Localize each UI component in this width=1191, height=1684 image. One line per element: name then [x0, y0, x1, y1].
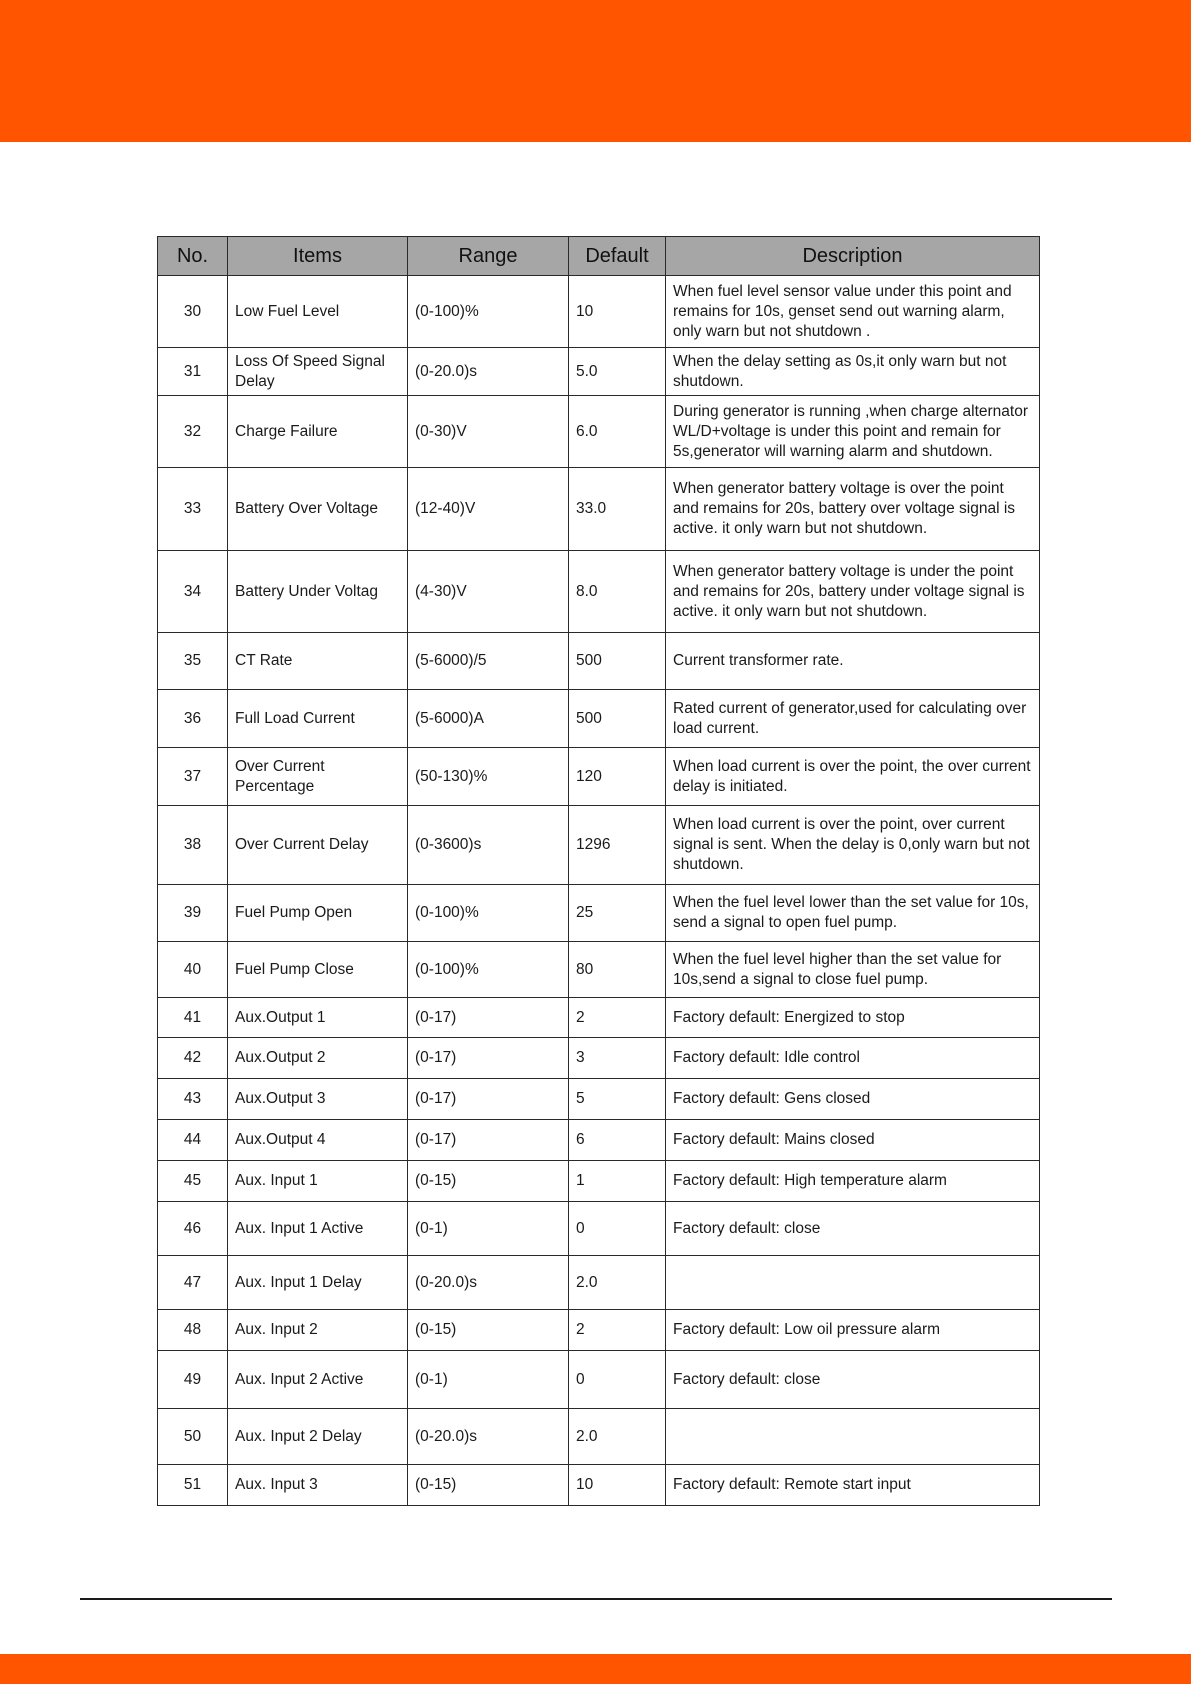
- cell-no: 35: [158, 633, 228, 690]
- cell-range: (0-3600)s: [408, 806, 569, 885]
- cell-range: (0-17): [408, 1079, 569, 1120]
- cell-range: (0-20.0)s: [408, 1409, 569, 1465]
- cell-no: 36: [158, 690, 228, 748]
- column-header-default: Default: [569, 237, 666, 276]
- cell-no: 41: [158, 998, 228, 1038]
- cell-item: Aux. Input 2: [228, 1310, 408, 1351]
- table-row: [158, 1202, 1040, 1256]
- table-row: [158, 748, 1040, 806]
- cell-no: 46: [158, 1202, 228, 1256]
- column-header-range: Range: [408, 237, 569, 276]
- cell-no: 33: [158, 468, 228, 551]
- table-row: [158, 1161, 1040, 1202]
- cell-description: [666, 1409, 1040, 1465]
- cell-no: 51: [158, 1465, 228, 1506]
- cell-item: Aux.Output 1: [228, 998, 408, 1038]
- cell-default: 25: [569, 885, 666, 942]
- table-row: [158, 1079, 1040, 1120]
- column-header-no: No.: [158, 237, 228, 276]
- cell-item: Aux.Output 2: [228, 1038, 408, 1079]
- table-row: [158, 690, 1040, 748]
- table-row: [158, 998, 1040, 1038]
- parameter-table: [157, 236, 1040, 1506]
- cell-default: 0: [569, 1202, 666, 1256]
- cell-default: 500: [569, 633, 666, 690]
- cell-default: 1296: [569, 806, 666, 885]
- cell-description: Factory default: close: [666, 1351, 1040, 1409]
- column-header-description: Description: [666, 237, 1040, 276]
- cell-item: Aux. Input 3: [228, 1465, 408, 1506]
- table-row: [158, 1256, 1040, 1310]
- footer-band: [0, 1654, 1191, 1684]
- cell-range: (5-6000)A: [408, 690, 569, 748]
- cell-description: Factory default: close: [666, 1202, 1040, 1256]
- cell-item: Over Current Delay: [228, 806, 408, 885]
- table-row: [158, 1310, 1040, 1351]
- cell-range: (0-15): [408, 1310, 569, 1351]
- cell-range: (0-20.0)s: [408, 348, 569, 396]
- cell-item: Aux. Input 1 Active: [228, 1202, 408, 1256]
- cell-item: Charge Failure: [228, 396, 408, 468]
- cell-no: 37: [158, 748, 228, 806]
- cell-range: (0-1): [408, 1202, 569, 1256]
- cell-description: Factory default: Gens closed: [666, 1079, 1040, 1120]
- cell-range: (0-100)%: [408, 885, 569, 942]
- cell-no: 47: [158, 1256, 228, 1310]
- cell-no: 30: [158, 276, 228, 348]
- table-row: [158, 551, 1040, 633]
- cell-item: Aux. Input 1 Delay: [228, 1256, 408, 1310]
- cell-item: Aux.Output 3: [228, 1079, 408, 1120]
- cell-range: (5-6000)/5: [408, 633, 569, 690]
- cell-default: 8.0: [569, 551, 666, 633]
- cell-description: Factory default: Idle control: [666, 1038, 1040, 1079]
- cell-item: Aux.Output 4: [228, 1120, 408, 1161]
- cell-default: 2: [569, 1310, 666, 1351]
- cell-description: Factory default: Remote start input: [666, 1465, 1040, 1506]
- cell-no: 44: [158, 1120, 228, 1161]
- cell-range: (0-17): [408, 998, 569, 1038]
- cell-item: Low Fuel Level: [228, 276, 408, 348]
- table-row: [158, 1120, 1040, 1161]
- cell-description: When generator battery voltage is over the point and remains for 20s, battery over voltage signal is active. it only warn but not shutdown.: [666, 468, 1040, 551]
- cell-description: Factory default: Energized to stop: [666, 998, 1040, 1038]
- cell-description: Factory default: Mains closed: [666, 1120, 1040, 1161]
- table-row: [158, 468, 1040, 551]
- cell-description: Factory default: Low oil pressure alarm: [666, 1310, 1040, 1351]
- cell-no: 48: [158, 1310, 228, 1351]
- cell-item: CT Rate: [228, 633, 408, 690]
- cell-default: 1: [569, 1161, 666, 1202]
- cell-item: Over Current Percentage: [228, 748, 408, 806]
- cell-range: (0-17): [408, 1120, 569, 1161]
- table-row: [158, 885, 1040, 942]
- cell-no: 43: [158, 1079, 228, 1120]
- cell-description: When the fuel level lower than the set value for 10s, send a signal to open fuel pump.: [666, 885, 1040, 942]
- table-row: [158, 806, 1040, 885]
- cell-item: Fuel Pump Close: [228, 942, 408, 998]
- cell-range: (0-100)%: [408, 942, 569, 998]
- cell-default: 5.0: [569, 348, 666, 396]
- cell-default: 6.0: [569, 396, 666, 468]
- cell-description: When load current is over the point, over current signal is sent. When the delay is 0,only warn but not shutdown.: [666, 806, 1040, 885]
- cell-item: Loss Of Speed Signal Delay: [228, 348, 408, 396]
- cell-no: 34: [158, 551, 228, 633]
- header-band: [0, 0, 1191, 142]
- cell-description: During generator is running ,when charge alternator WL/D+voltage is under this point and remain for 5s,generator will warning alarm and shutdown.: [666, 396, 1040, 468]
- cell-range: (0-1): [408, 1351, 569, 1409]
- cell-item: Fuel Pump Open: [228, 885, 408, 942]
- cell-range: (0-100)%: [408, 276, 569, 348]
- table-row: [158, 276, 1040, 348]
- cell-no: 40: [158, 942, 228, 998]
- cell-item: Aux. Input 1: [228, 1161, 408, 1202]
- cell-range: (0-15): [408, 1161, 569, 1202]
- cell-description: Current transformer rate.: [666, 633, 1040, 690]
- cell-description: Factory default: High temperature alarm: [666, 1161, 1040, 1202]
- cell-no: 42: [158, 1038, 228, 1079]
- cell-default: 120: [569, 748, 666, 806]
- cell-no: 38: [158, 806, 228, 885]
- cell-no: 31: [158, 348, 228, 396]
- table-row: [158, 1038, 1040, 1079]
- table-row: [158, 1351, 1040, 1409]
- cell-no: 39: [158, 885, 228, 942]
- cell-description: When the fuel level higher than the set value for 10s,send a signal to close fuel pump.: [666, 942, 1040, 998]
- cell-default: 2: [569, 998, 666, 1038]
- cell-range: (0-30)V: [408, 396, 569, 468]
- cell-range: (0-15): [408, 1465, 569, 1506]
- cell-default: 6: [569, 1120, 666, 1161]
- cell-description: [666, 1256, 1040, 1310]
- cell-item: Aux. Input 2 Active: [228, 1351, 408, 1409]
- cell-default: 80: [569, 942, 666, 998]
- cell-range: (0-20.0)s: [408, 1256, 569, 1310]
- cell-no: 50: [158, 1409, 228, 1465]
- cell-default: 2.0: [569, 1256, 666, 1310]
- table-row: [158, 633, 1040, 690]
- table-row: [158, 1409, 1040, 1465]
- cell-default: 10: [569, 276, 666, 348]
- cell-range: (50-130)%: [408, 748, 569, 806]
- cell-item: Aux. Input 2 Delay: [228, 1409, 408, 1465]
- cell-item: Battery Under Voltag: [228, 551, 408, 633]
- table-row: [158, 942, 1040, 998]
- footer-rule: [80, 1598, 1112, 1600]
- cell-description: Rated current of generator,used for calculating over load current.: [666, 690, 1040, 748]
- cell-default: 0: [569, 1351, 666, 1409]
- cell-default: 3: [569, 1038, 666, 1079]
- cell-default: 500: [569, 690, 666, 748]
- cell-description: When load current is over the point, the over current delay is initiated.: [666, 748, 1040, 806]
- cell-default: 33.0: [569, 468, 666, 551]
- cell-range: (4-30)V: [408, 551, 569, 633]
- cell-item: Battery Over Voltage: [228, 468, 408, 551]
- cell-range: (12-40)V: [408, 468, 569, 551]
- cell-item: Full Load Current: [228, 690, 408, 748]
- cell-default: 10: [569, 1465, 666, 1506]
- cell-no: 49: [158, 1351, 228, 1409]
- cell-range: (0-17): [408, 1038, 569, 1079]
- cell-description: When the delay setting as 0s,it only warn but not shutdown.: [666, 348, 1040, 396]
- table-row: [158, 348, 1040, 396]
- column-header-items: Items: [228, 237, 408, 276]
- table-header-row: [158, 237, 1040, 276]
- cell-default: 5: [569, 1079, 666, 1120]
- table-row: [158, 1465, 1040, 1506]
- cell-default: 2.0: [569, 1409, 666, 1465]
- cell-description: When generator battery voltage is under the point and remains for 20s, battery under voltage signal is active. it only warn but not shutdown.: [666, 551, 1040, 633]
- table-row: [158, 396, 1040, 468]
- cell-description: When fuel level sensor value under this point and remains for 10s, genset send out warning alarm, only warn but not shutdown .: [666, 276, 1040, 348]
- cell-no: 32: [158, 396, 228, 468]
- cell-no: 45: [158, 1161, 228, 1202]
